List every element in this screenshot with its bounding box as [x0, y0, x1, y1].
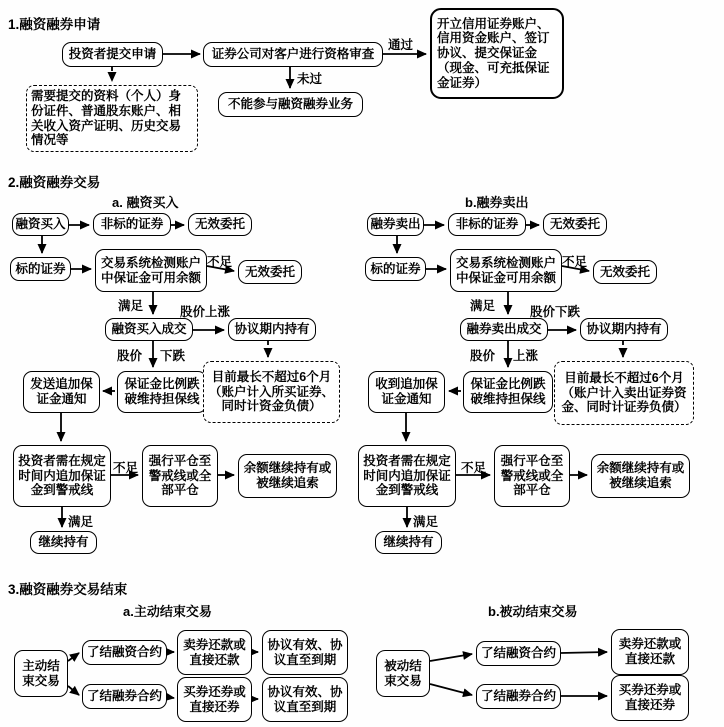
label-pass: 通过 [388, 38, 414, 52]
node-r-deal: 融券卖出成交 [460, 318, 548, 341]
label-r-price: 股价 [470, 349, 496, 363]
node-r-notice: 收到追加保证金通知 [368, 371, 445, 413]
arrow-b-financing-repay [561, 652, 607, 653]
node-l-duration: 目前最长不超过6个月（账户计入所买证券、同时计资金负债） [203, 361, 340, 423]
section2a-subtitle: a. 融资买入 [112, 195, 179, 210]
section3-title: 3.融资融券交易结束 [8, 582, 128, 597]
node-r-target: 标的证券 [365, 257, 426, 281]
arrow-b-start-settle-securities [430, 684, 472, 695]
label-r-meet-1: 满足 [470, 299, 496, 313]
node-r-continue: 继续持有 [375, 531, 442, 554]
node-r-start: 融券卖出 [367, 213, 424, 236]
node-a-settle-securities: 了结融券合约 [82, 684, 167, 709]
node-l-check: 交易系统检测账户中保证金可用余额 [95, 249, 207, 292]
node-l-notice: 发送追加保证金通知 [23, 371, 100, 413]
node-l-forced: 强行平仓至警戒线或全部平仓 [142, 445, 218, 507]
node-a-start: 主动结束交易 [14, 650, 68, 697]
label-l-direction: 下跌 [160, 349, 186, 363]
node-l-residual: 余额继续持有或被继续追索 [238, 454, 337, 498]
node-reject: 不能参与融资融券业务 [218, 92, 363, 117]
node-r-duration: 目前最长不超过6个月（账户计入卖出证券资金、同时计证券负债） [554, 361, 694, 425]
node-a-agreement-1: 协议有效、协议直至到期 [262, 630, 348, 675]
node-a-repay-securities: 买券还券或直接还券 [177, 677, 252, 722]
label-r-meet-2: 满足 [413, 515, 439, 529]
node-r-residual: 余额继续持有或被继续追索 [591, 454, 690, 498]
label-r-price-down: 股价下跌 [530, 305, 581, 319]
node-b-repay-securities: 买券还券或直接还券 [611, 675, 689, 721]
label-l-insufficient-1: 不足 [207, 255, 233, 269]
section1-title: 1.融资融券申请 [8, 17, 101, 32]
node-l-add-margin: 投资者需在规定时间内追加保证金到警戒线 [13, 445, 111, 507]
node-r-forced: 强行平仓至警戒线或全部平仓 [494, 445, 570, 507]
node-r-invalid-1: 无效委托 [543, 213, 607, 236]
node-l-invalid-2: 无效委托 [238, 260, 302, 284]
label-l-price: 股价 [117, 349, 143, 363]
arrow-a-start-settle-securities [68, 686, 79, 695]
node-r-add-margin: 投资者需在规定时间内追加保证金到警戒线 [358, 445, 456, 507]
arrow-b-start-settle-financing [430, 654, 472, 661]
node-b-repay-cash: 卖券还款或直接还款 [611, 629, 689, 675]
node-l-hold: 协议期内持有 [228, 318, 316, 341]
label-r-insufficient-1: 不足 [562, 255, 588, 269]
node-r-check: 交易系统检测账户中保证金可用余额 [450, 249, 562, 292]
node-l-target: 标的证券 [10, 257, 71, 281]
section3a-subtitle: a.主动结束交易 [123, 604, 212, 619]
label-l-insufficient-2: 不足 [113, 461, 139, 475]
section2-title: 2.融资融券交易 [8, 175, 101, 190]
label-r-insufficient-2: 不足 [461, 461, 487, 475]
node-a-repay-cash: 卖券还款或直接还款 [177, 630, 252, 675]
label-l-price-up: 股价上涨 [180, 305, 231, 319]
section3b-subtitle: b.被动结束交易 [488, 604, 578, 619]
section2b-subtitle: b.融券卖出 [465, 195, 529, 210]
node-apply: 投资者提交申请 [62, 42, 163, 67]
node-l-invalid-1: 无效委托 [188, 213, 252, 236]
label-fail: 未过 [297, 72, 323, 86]
node-review: 证券公司对客户进行资格审查 [203, 42, 383, 67]
node-b-settle-financing: 了结融资合约 [476, 641, 561, 666]
node-b-settle-securities: 了结融券合约 [476, 684, 561, 709]
label-l-meet-2: 满足 [68, 515, 94, 529]
node-l-start: 融资买入 [12, 213, 69, 236]
arrow-a-start-settle-financing [68, 653, 79, 661]
label-l-meet-1: 满足 [118, 299, 144, 313]
node-a-agreement-2: 协议有效、协议直至到期 [262, 677, 348, 722]
node-l-non-target: 非标的证券 [93, 213, 171, 236]
node-r-non-target: 非标的证券 [448, 213, 526, 236]
node-a-settle-financing: 了结融资合约 [82, 640, 167, 665]
node-l-continue: 继续持有 [30, 531, 97, 554]
arrow-a-securities-repay [167, 697, 174, 698]
node-l-breach: 保证金比例跌破维持担保线 [117, 371, 207, 413]
label-r-direction: 上涨 [513, 349, 539, 363]
node-r-breach: 保证金比例跌破维持担保线 [463, 371, 553, 413]
node-l-deal: 融资买入成交 [105, 318, 193, 341]
node-b-start: 被动结束交易 [376, 650, 430, 697]
node-required-docs: 需要提交的资料（个人）身份证件、普通股东账户、相关收入资产证明、历史交易情况等 [26, 85, 198, 152]
node-open-account: 开立信用证券账户、信用资金账户、签订协议、提交保证金（现金、可充抵保证金证券） [430, 8, 564, 99]
node-r-hold: 协议期内持有 [580, 318, 668, 341]
node-r-invalid-2: 无效委托 [593, 260, 657, 284]
